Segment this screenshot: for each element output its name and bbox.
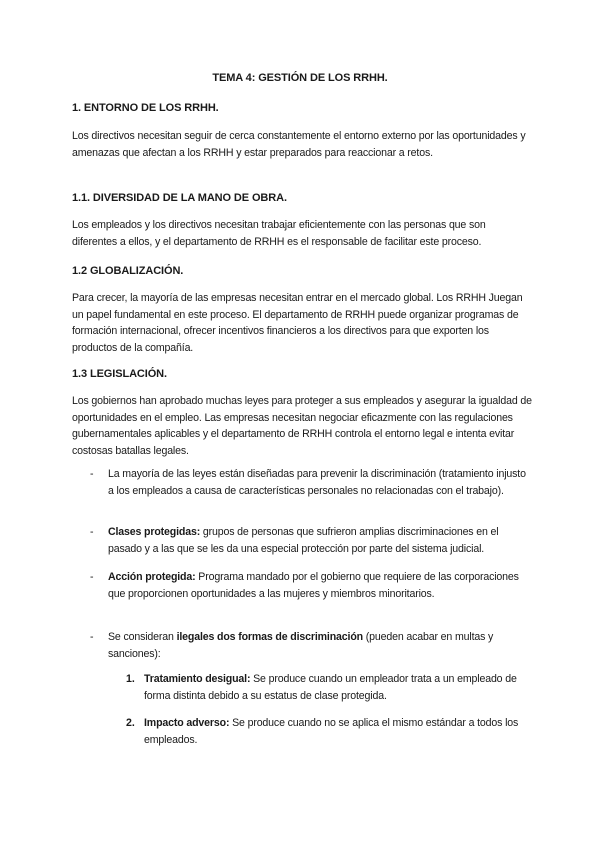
paragraph-globalizacion: Para crecer, la mayoría de las empresas necesitan entrar en el mercado global. Los RRHH Juegan un papel fundamental en este proceso. El departamento de RRHH puede organizar programas de formación internacional, ofrecer incentivos financieros a los directivos para que exporten los productos de la compañía. — [72, 292, 523, 354]
numbered-text: Tratamiento desigual: Se produce cuando un empleador trata a un empleado de forma distinta debido a su estatus de clase protegida. — [144, 673, 517, 702]
bullet-term: Acción protegida: — [108, 571, 196, 583]
bullet-text: Clases protegidas: grupos de personas que sufrieron amplias discriminaciones en el pasado y a las que se les da una especial protección por parte del sistema judicial. — [108, 526, 499, 555]
item-number: 1. — [126, 673, 135, 685]
page-title: TEMA 4: GESTIÓN DE LOS RRHH. — [212, 72, 388, 84]
paragraph-legislacion: Los gobiernos han aprobado muchas leyes para proteger a sus empleados y asegurar la igualdad de oportunidades en el empleo. Las empresas necesitan negociar eficazmente con las regulaciones gubernamentales aplicables y el departamento de RRHH controla el entorno legal e intenta evitar costosas batallas legales. — [72, 395, 532, 457]
bullet-dash: - — [90, 526, 94, 538]
paragraph-entorno: Los directivos necesitan seguir de cerca constantemente el entorno externo por las oportunidades y amenazas que afectan a los RRHH y estar preparados para reaccionar a retos. — [72, 130, 526, 159]
item-number: 2. — [126, 717, 135, 729]
bullet-text: La mayoría de las leyes están diseñadas para prevenir la discriminación (tratamiento injusto a los empleados a causa de características personales no relacionadas con el trabajo). — [108, 468, 526, 497]
bullet-text: Se consideran ilegales dos formas de discriminación (pueden acabar en multas y sanciones): — [108, 631, 494, 660]
bullet-term: Clases protegidas: — [108, 526, 201, 538]
paragraph-diversidad: Los empleados y los directivos necesitan trabajar eficientemente con las personas que son diferentes a ellos, y el departamento de RRHH es el responsable de facilitar este proceso. — [72, 219, 486, 248]
numbered-text: Impacto adverso: Se produce cuando no se aplica el mismo estándar a todos los empleados. — [144, 717, 519, 746]
heading-entorno: 1. ENTORNO DE LOS RRHH. — [72, 102, 219, 114]
heading-diversidad: 1.1. DIVERSIDAD DE LA MANO DE OBRA. — [72, 192, 287, 204]
heading-legislacion: 1.3 LEGISLACIÓN. — [72, 368, 167, 380]
heading-globalizacion: 1.2 GLOBALIZACIÓN. — [72, 265, 184, 277]
bullet-dash: - — [90, 571, 94, 583]
bullet-dash: - — [90, 631, 94, 643]
bullet-dash: - — [90, 468, 94, 480]
bullet-text: Acción protegida: Programa mandado por el gobierno que requiere de las corporaciones que proporcionen oportunidades a las mujeres y miembros minoritarios. — [108, 571, 519, 600]
numbered-term: Impacto adverso: — [144, 717, 230, 729]
numbered-term: Tratamiento desigual: — [144, 673, 251, 685]
bullet-term: ilegales dos formas de discriminación — [176, 631, 363, 643]
